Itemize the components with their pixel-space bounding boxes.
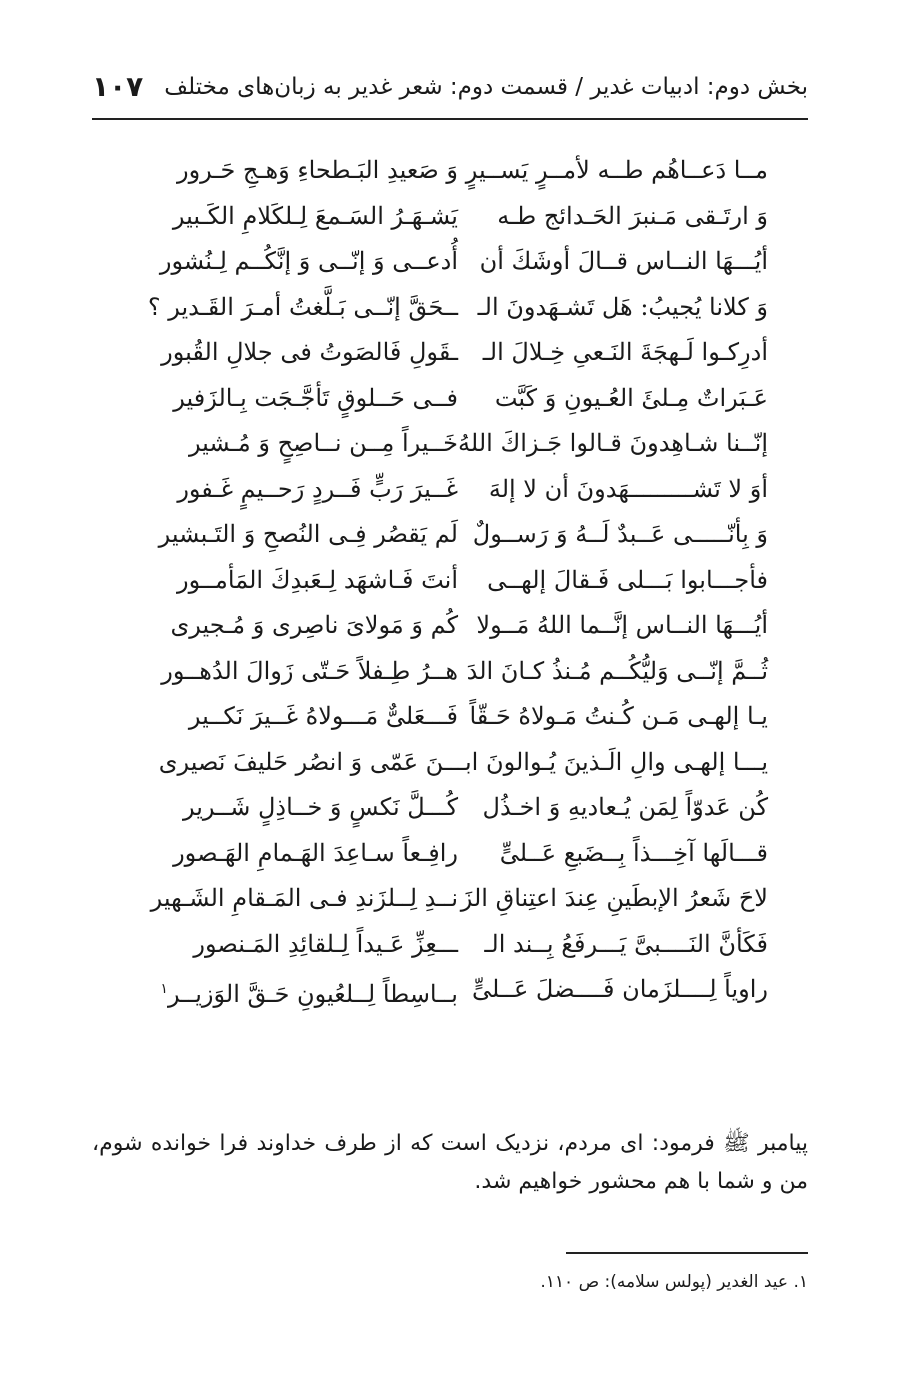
verse-second-hemistich — [148, 696, 458, 736]
verse-first-hemistich: إنّــنا شـاهِدونَ قـالوا جَـزاكَ اللهُ — [458, 429, 768, 457]
verse-second-hemistich — [148, 560, 458, 600]
verse-first-hemistich: فأجـــابوا بَـــلی فَـقالَ إلهــی — [487, 565, 768, 594]
hemistich-text: كُم وَ مَولایَ ناصِری وَ مُـجیری — [170, 611, 458, 639]
verse-second-hemistich — [148, 742, 458, 782]
hemistich-text: خَــیراً مِــن نــاصِحٍ وَ مُـشیر — [188, 429, 458, 457]
verse-second-hemistich — [148, 651, 458, 691]
hemistich-text: هــرُ طِـفلاً حَـتّی زَوالَ الدُهــور — [161, 656, 458, 685]
verse-first-hemistich: كُن عَدوّاً لِمَن یُـعادیهِ وَ اخـذُل — [482, 793, 768, 821]
verse-second-hemistich — [148, 787, 458, 827]
verse-second-hemistich — [148, 378, 458, 418]
header-divider — [92, 118, 808, 120]
hemistich-text: فــی حَــلوقٍ تَأجَّـجَت بِـالزَفیر — [173, 383, 458, 412]
verse-line — [92, 605, 808, 651]
verse-second-hemistich — [148, 332, 458, 372]
verse-second-hemistich — [148, 833, 458, 873]
hemistich-text: أنتَ فَـاشهَد لِـعَبدِكَ المَأمــور — [176, 565, 458, 594]
verse-line — [92, 969, 808, 1015]
verse-first-hemistich: یـا إلهـی مَـن كُـنتُ مَـولاهُ حَـقّاً — [469, 702, 768, 730]
footnote-divider — [566, 1252, 808, 1254]
hemistich-text: ـقَولِ فَالصَوتُ فی جلالِ القُبور — [161, 338, 458, 366]
hemistich-text: بــاسِطاً لِــلعُیونِ حَـقَّ الوَزیــر — [167, 980, 458, 1008]
footnote: ۱. عید الغدیر (پولس سلامه): ص ۱۱۰. — [540, 1272, 808, 1292]
hemistich-text: ــنَ عَمّی وَ انصُر حَلیفَ نَصیری — [158, 747, 458, 776]
hemistich-text: ـــعِزِّ عَـیداً لِـلقائِدِ المَـنصور — [193, 929, 458, 958]
verse-second-hemistich — [148, 469, 458, 509]
hemistich-text: رافِـعاً سـاعِدَ الهَـمامِ الهَـصور — [173, 838, 458, 867]
verse-first-hemistich: راویاً لِــــلزَمان فَــــضلَ عَــلیٍّ — [471, 975, 768, 1003]
verse-first-hemistich: أدرِكـوا لَـهجَةَ النَـعیِ خِـلالَ الـ — [482, 338, 768, 366]
verse-line — [92, 833, 808, 879]
verse-line — [92, 878, 808, 924]
verse-second-hemistich — [148, 287, 458, 327]
verse-line — [92, 423, 808, 469]
verse-first-hemistich: أیُـــهَا النــاس إنَّــما اللهُ مَــولا — [476, 611, 768, 639]
hemistich-text: ــحَقَّ إنّــی بَـلَّغتُ أمـرَ القَـدیر ؟ — [147, 292, 458, 321]
page-number: ۱۰۷ — [92, 70, 144, 103]
hemistich-text: فَـــعَلیٌّ مَـــولاهُ غَــیرَ نَكــیر — [188, 702, 458, 730]
verse-first-hemistich: أوَ لا تَشـــــــــهَدونَ أن لا إلهَ — [488, 474, 768, 503]
verse-line — [92, 787, 808, 833]
hemistich-text: لَم یَقصُر فِـی النُصحِ وَ التَـبشیر — [158, 520, 458, 548]
verse-second-hemistich — [148, 969, 458, 1014]
verse-line — [92, 196, 808, 242]
verse-second-hemistich — [148, 196, 458, 236]
hemistich-text: وَ صَعیدِ البَـطحاءِ وَهـجِ حَـرور — [177, 156, 458, 184]
verse-first-hemistich: وَ كلانا یُجیبُ: هَل تَشـهَدونَ الـ — [477, 292, 768, 321]
poem — [92, 150, 808, 1015]
verse-first-hemistich: لاحَ شَعرُ الإبطَینِ عِندَ اعتِناقِ الزَ — [460, 884, 768, 912]
verse-line — [92, 924, 808, 970]
chapter-title: بخش دوم: ادبیات غدیر / قسمت دوم: شعر غدیر به زبان‌های مختلف — [164, 74, 808, 100]
hemistich-text: كُـــلَّ نَكسٍ وَ خــاذِلٍ شَــریر — [182, 793, 458, 821]
hemistich-text: غَــیرَ رَبٍّ فَــردٍ رَحــیمٍ غَـفور — [177, 474, 458, 503]
verse-first-hemistich: وَ بِأنّـــــی عَــبدٌ لَــهُ وَ رَســولٌ — [472, 520, 768, 548]
verse-second-hemistich — [148, 150, 458, 190]
verse-line — [92, 287, 808, 333]
verse-first-hemistich: یـــا إلهـی والِ الَـذینَ یُـوالونَ ابـ — [457, 747, 768, 776]
verse-first-hemistich: عَـبَراتٌ مِـلئَ العُـیونِ وَ كَبَّت — [494, 383, 768, 412]
hemistich-text: نــدِ لِــلزَندِ فـی المَـقامِ الشَـهیر — [150, 884, 458, 912]
verse-second-hemistich — [148, 924, 458, 964]
verse-line — [92, 560, 808, 606]
verse-first-hemistich: قـــالَها آخِـــذاً بِــضَبعِ عَــلیٍّ — [499, 838, 768, 867]
verse-line — [92, 742, 808, 788]
verse-second-hemistich — [148, 514, 458, 554]
verse-second-hemistich — [148, 423, 458, 463]
verse-first-hemistich: فَكَأنَّ النَــــبیَّ یَـــرفَعُ بِــند الـ — [484, 929, 768, 958]
verse-line — [92, 469, 808, 515]
footnote-reference[interactable]: ۱ — [160, 981, 168, 997]
verse-line — [92, 514, 808, 560]
verse-line — [92, 241, 808, 287]
verse-second-hemistich — [148, 241, 458, 281]
hemistich-text: أُدعــی وَ إنّــی وَ إنَّكُــم لِـنُشور — [159, 247, 458, 275]
verse-line — [92, 332, 808, 378]
prose-paragraph — [92, 1125, 808, 1201]
prose-text: پیامبر ﷺ فرمود: ای مردم، نزدیک است که از طرف خداوند فرا خوانده شوم، من و شما با هم محشور خواهیم شد. — [92, 1131, 808, 1194]
verse-second-hemistich — [148, 605, 458, 645]
running-header — [92, 70, 808, 112]
hemistich-text: یَشـهَـرُ السَـمعَ لِـلكَلامِ الكَـبیر — [172, 201, 458, 230]
verse-line — [92, 651, 808, 697]
verse-first-hemistich: ثُــمَّ إنّــی وَلیُّكُــم مُـنذُ كـانَ الدَ — [466, 656, 768, 685]
verse-first-hemistich: وَ ارتَـقی مَـنبرَ الحَـدائج طـه — [497, 201, 768, 230]
verse-line — [92, 378, 808, 424]
verse-second-hemistich — [148, 878, 458, 918]
verse-first-hemistich: مــا دَعــاهُم طــه لأمــرٍ یَســیرٍ — [465, 156, 768, 184]
verse-line — [92, 696, 808, 742]
verse-line — [92, 150, 808, 196]
verse-first-hemistich: أیُـــهَا النــاس قــالَ أوشَكَ أن — [479, 247, 768, 275]
